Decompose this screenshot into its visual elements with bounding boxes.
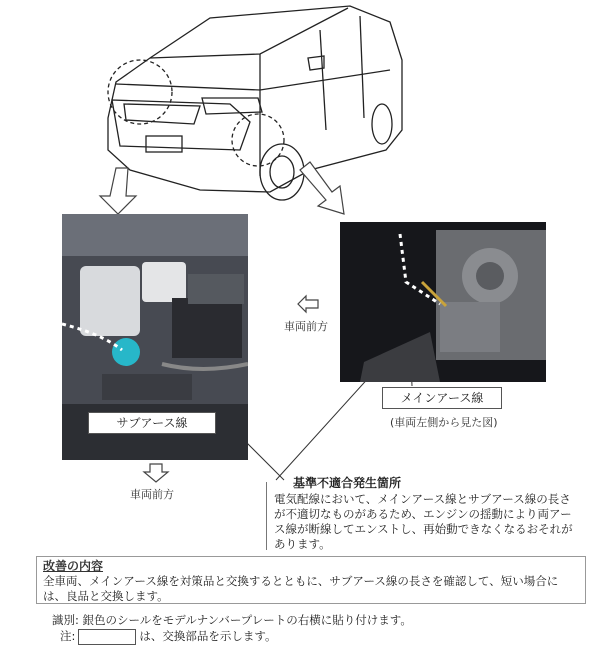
- vehicle-front-right-label: 車両前方: [284, 320, 328, 333]
- improvement-box: [36, 556, 586, 604]
- note-line: [60, 628, 276, 645]
- vehicle-front-bottom-label: 車両前方: [130, 488, 174, 501]
- improvement-text: 全車両、メインアース線を対策品と交換するとともに、サブアース線の長さを確認して、短い場合には、良品と交換します。: [43, 574, 559, 603]
- van-illustration: [90, 0, 410, 210]
- identification-text: 銀色のシールをモデルナンバープレートの右横に貼り付けます。: [82, 613, 412, 627]
- left-side-view-caption: (車両左側から見た図): [390, 416, 498, 429]
- note-label: 注:: [60, 629, 76, 643]
- note-text: は、交換部品を示します。: [139, 629, 277, 643]
- defect-description: [266, 482, 580, 550]
- defect-title: 基準不適合発生箇所: [290, 474, 404, 491]
- sub-earth-label: サブアース線: [88, 412, 216, 434]
- identification-line: [52, 612, 412, 628]
- defect-text: 電気配線において、メインアース線とサブアース線の長さが不適切なものがあるため、エンジンの揺動により両アース線が断線してエンストし、再始動できなくなるおそれがあります。: [274, 492, 573, 551]
- arrow-vehicle-front-right: [298, 296, 318, 312]
- arrow-vehicle-front-bottom: [144, 464, 168, 482]
- transmission-side-photo: [340, 222, 546, 382]
- main-earth-label: メインアース線: [382, 387, 502, 409]
- replacement-part-swatch: [78, 629, 136, 645]
- improvement-title: 改善の内容: [43, 559, 104, 573]
- identification-label: 識別:: [52, 613, 79, 627]
